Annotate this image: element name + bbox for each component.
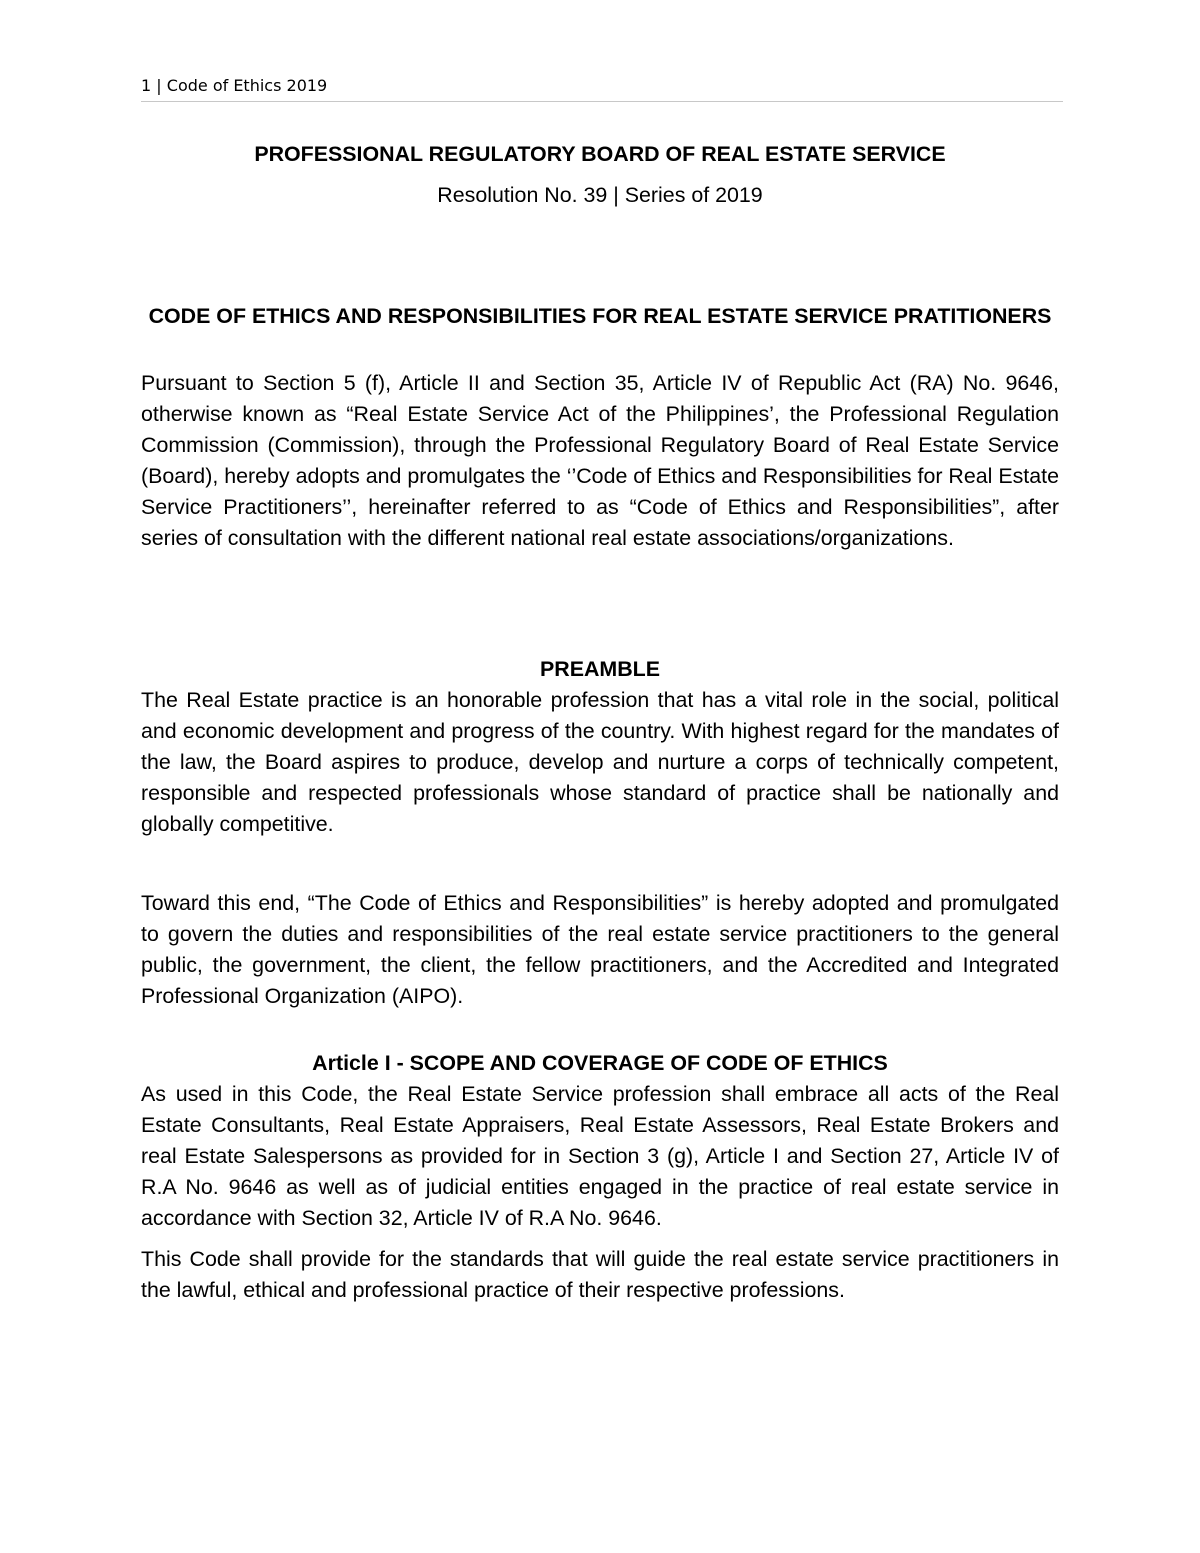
preamble-paragraph-1: The Real Estate practice is an honorable profession that has a vital role in the social, political and economic development and progress of the country. With highest regard for the mandates of the law, the Board aspires to produce, develop and nurture a corps of technically competent, responsible and respected professionals whose standard of practice shall be nationally and globally competitive.: [141, 688, 1059, 836]
article1-paragraph-2: This Code shall provide for the standards that will guide the real estate service practitioners in the lawful, ethical and professional practice of their respective professions.: [141, 1247, 1059, 1302]
page-header: [141, 76, 1063, 95]
resolution-line: Resolution No. 39 | Series of 2019: [437, 183, 763, 207]
preamble-paragraph-2: Toward this end, “The Code of Ethics and Responsibilities” is hereby adopted and promulgated to govern the duties and responsibilities of the real estate service practitioners to the general public, the government, the client, the fellow practitioners, and the Accredited and Integrated Professional Organization (AIPO).: [141, 891, 1059, 1008]
page-number: 1: [141, 76, 152, 95]
board-title: PROFESSIONAL REGULATORY BOARD OF REAL ESTATE SERVICE: [254, 142, 946, 166]
article1-heading: Article I - SCOPE AND COVERAGE OF CODE OF ETHICS: [312, 1051, 888, 1075]
running-title: Code of Ethics 2019: [166, 76, 328, 95]
header-rule: [141, 101, 1063, 102]
code-title: CODE OF ETHICS AND RESPONSIBILITIES FOR REAL ESTATE SERVICE PRATITIONERS: [148, 304, 1052, 328]
intro-paragraph: Pursuant to Section 5 (f), Article II and Section 35, Article IV of Republic Act (RA) No. 9646, otherwise known as “Real Estate Service Act of the Philippines’, the Professional Regulation Commission (Commission), through the Professional Regulatory Board of Real Estate Service (Board), hereby adopts and promulgates the ‘’Code of Ethics and Responsibilities for Real Estate Service Practitioners’’, hereinafter referred to as “Code of Ethics and Responsibilities”, after series of consultation with the different national real estate associations/organizations.: [141, 371, 1059, 550]
article1-paragraph-1: As used in this Code, the Real Estate Service profession shall embrace all acts of the Real Estate Consultants, Real Estate Appraisers, Real Estate Assessors, Real Estate Brokers and real Estate Salespersons as provided for in Section 3 (g), Article I and Section 27, Article IV of R.A No. 9646 as well as of judicial entities engaged in the practice of real estate service in accordance with Section 32, Article IV of R.A No. 9646.: [141, 1082, 1059, 1230]
header-separator: |: [156, 76, 162, 95]
document-body: [141, 139, 1059, 1306]
preamble-heading: PREAMBLE: [539, 657, 661, 681]
